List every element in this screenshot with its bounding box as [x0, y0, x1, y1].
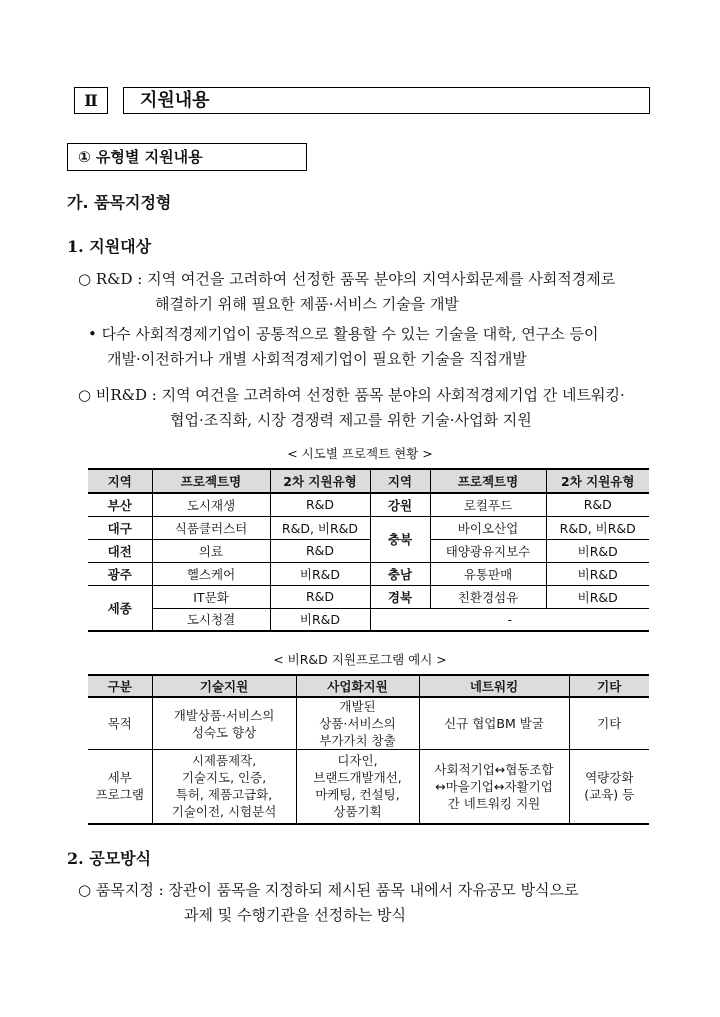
- type-cell: 비R&D: [270, 562, 370, 585]
- project-cell: 로컬푸드: [430, 493, 546, 516]
- project-cell: 헬스케어: [152, 562, 270, 585]
- row-label-program: [88, 750, 152, 824]
- header-project: 프로젝트명: [152, 469, 270, 493]
- heading-ga: 가. 품목지정형: [67, 193, 172, 212]
- cell-line: (교육) 등: [584, 787, 635, 803]
- region-cell: 충북: [370, 516, 430, 562]
- program-network: [419, 750, 569, 824]
- row-label-purpose: 목적: [88, 697, 152, 750]
- type-cell: R&D, 비R&D: [270, 516, 370, 539]
- project-cell: 친환경섬유: [430, 585, 546, 608]
- cell-line: 개발상품·서비스의: [173, 707, 275, 723]
- cell-line: 신규 협업BM 발굴: [444, 716, 544, 731]
- cell-line: ↔마을기업↔자활기업: [435, 778, 553, 794]
- nonrnd-line1: ○ 비R&D : 지역 여건을 고려하여 선정한 품목 분야의 사회적경제기업 간 네트워킹·: [78, 386, 625, 404]
- cell-line: 상품·서비스의: [319, 716, 396, 731]
- header-type: 2차 지원유형: [270, 469, 370, 493]
- cell-line: 성숙도 향상: [191, 724, 257, 740]
- bullet-line2: 개발·이전하거나 개별 사회적경제기업이 필요한 기술을 직접개발: [107, 350, 527, 368]
- header-tech: 기술지원: [152, 675, 296, 697]
- cell-line: 브랜드개발개선,: [313, 770, 402, 786]
- region-cell: 대구: [88, 516, 152, 539]
- subsection-title: ① 유형별 지원내용: [67, 143, 307, 171]
- region-cell: 강원: [370, 493, 430, 516]
- rnd-line1: ○ R&D : 지역 여건을 고려하여 선정한 품목 분야의 지역사회문제를 사회적경제로: [78, 270, 616, 288]
- header-region: 지역: [88, 469, 152, 493]
- type-cell: 비R&D: [546, 585, 649, 608]
- section-number: Ⅱ: [74, 87, 108, 114]
- project-cell: 식품클러스터: [152, 516, 270, 539]
- type-cell: 비R&D: [546, 539, 649, 562]
- region-cell: 대전: [88, 539, 152, 562]
- cell-line: 디자인,: [337, 753, 378, 769]
- type-cell: 비R&D: [546, 562, 649, 585]
- recruit-line2: 과제 및 수행기관을 선정하는 방식: [184, 906, 406, 924]
- section-title: 지원내용: [123, 87, 650, 114]
- type-cell: R&D: [546, 493, 649, 516]
- region-cell: 충남: [370, 562, 430, 585]
- region-cell: 부산: [88, 493, 152, 516]
- bullet-line1: • 다수 사회적경제기업이 공통적으로 활용할 수 있는 기술을 대학, 연구소 등이: [88, 325, 599, 343]
- cell-line: 상품기획: [333, 804, 382, 820]
- purpose-etc: [569, 697, 649, 750]
- program-biz: [296, 750, 419, 824]
- purpose-network: [419, 697, 569, 750]
- region-project-table: [88, 468, 649, 632]
- cell-line: 마케팅, 컨설팅,: [315, 787, 400, 803]
- cell-line: 역량강화: [585, 770, 634, 786]
- heading-recruit-method: 2. 공모방식: [67, 849, 152, 868]
- header-etc: 기타: [569, 675, 649, 697]
- header-category: 구분: [88, 675, 152, 697]
- project-cell: 유통판매: [430, 562, 546, 585]
- header-project: 프로젝트명: [430, 469, 546, 493]
- header-biz: 사업화지원: [296, 675, 419, 697]
- cell-line: 특허, 제품고급화,: [175, 787, 273, 803]
- empty-merged-cell: -: [370, 608, 649, 631]
- header-network: 네트워킹: [419, 675, 569, 697]
- purpose-tech: [152, 697, 296, 750]
- type-cell: 비R&D: [270, 608, 370, 631]
- cell-line: 기타: [597, 716, 622, 731]
- type-cell: R&D: [270, 493, 370, 516]
- table1-caption: < 시도별 프로젝트 현황 >: [287, 446, 433, 461]
- cell-line: 세부: [107, 770, 132, 786]
- program-etc: [569, 750, 649, 824]
- type-cell: R&D: [270, 585, 370, 608]
- type-cell: R&D, 비R&D: [546, 516, 649, 539]
- cell-line: 간 네트워킹 지원: [447, 795, 541, 811]
- nonrnd-line2: 협업·조직화, 시장 경쟁력 제고를 위한 기술·사업화 지원: [170, 411, 532, 429]
- cell-line: 기술이전, 시험분석: [171, 804, 277, 820]
- region-cell: 광주: [88, 562, 152, 585]
- project-cell: IT문화: [152, 585, 270, 608]
- project-cell: 바이오산업: [430, 516, 546, 539]
- cell-line: 프로그램: [95, 787, 144, 803]
- region-cell: 세종: [88, 585, 152, 631]
- project-cell: 의료: [152, 539, 270, 562]
- rnd-line2: 해결하기 위해 필요한 제품·서비스 기술을 개발: [155, 295, 459, 313]
- header-type: 2차 지원유형: [546, 469, 649, 493]
- project-cell: 태양광유지보수: [430, 539, 546, 562]
- purpose-biz: [296, 697, 419, 750]
- type-cell: R&D: [270, 539, 370, 562]
- cell-line: 시제품제작,: [191, 753, 257, 769]
- cell-line: 사회적기업↔협동조합: [434, 761, 554, 777]
- region-cell: 경북: [370, 585, 430, 608]
- cell-line: 개발된: [339, 699, 376, 714]
- heading-support-target: 1. 지원대상: [67, 237, 152, 256]
- nonrnd-program-table: [88, 674, 649, 825]
- project-cell: 도시청결: [152, 608, 270, 631]
- program-tech: [152, 750, 296, 824]
- table2-caption: < 비R&D 지원프로그램 예시 >: [273, 652, 447, 667]
- header-region: 지역: [370, 469, 430, 493]
- cell-line: 기술지도, 인증,: [181, 770, 267, 786]
- recruit-line1: ○ 품목지정 : 장관이 품목을 지정하되 제시된 품목 내에서 자유공모 방식으로: [78, 881, 579, 899]
- project-cell: 도시재생: [152, 493, 270, 516]
- cell-line: 부가가치 창출: [319, 733, 396, 748]
